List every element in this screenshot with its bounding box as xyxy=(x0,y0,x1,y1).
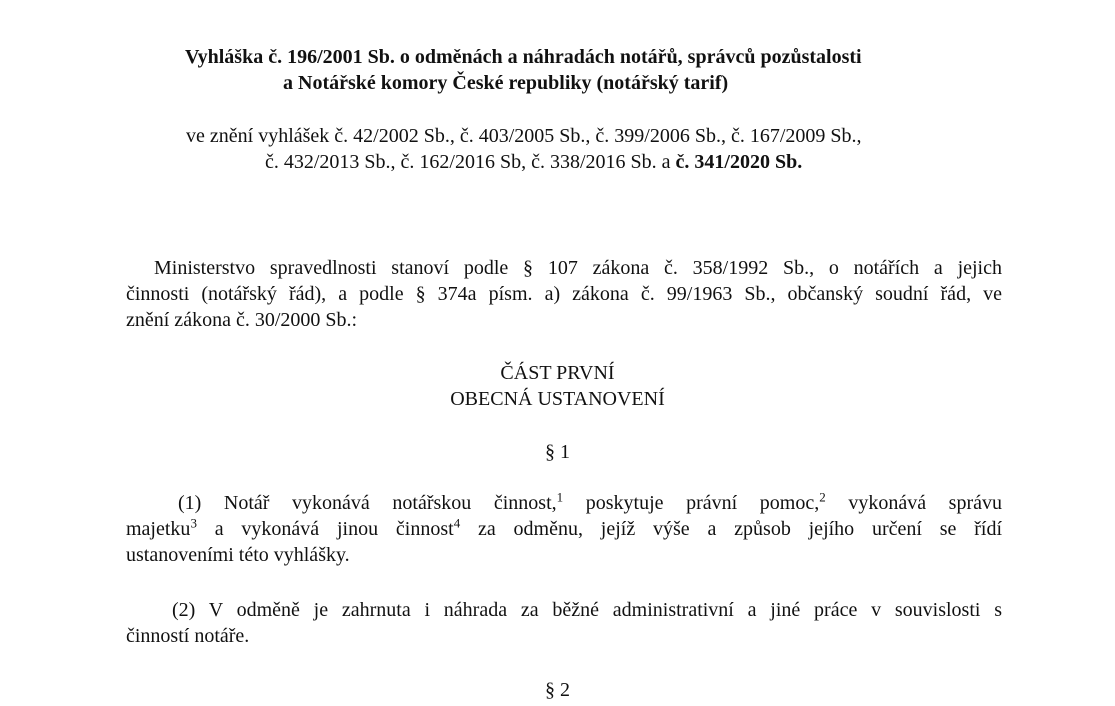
paragraph-2-line-1: (2) V odměně je zahrnuta i náhrada za běžné administrativní a jiné práce v souvislosti s xyxy=(172,599,1002,621)
footnote-ref-2[interactable]: 2 xyxy=(819,489,826,505)
part-name: OBECNÁ USTANOVENÍ xyxy=(450,388,665,410)
paragraph-2-line-2: činností notáře. xyxy=(126,625,250,647)
footnote-ref-3[interactable]: 3 xyxy=(190,515,197,531)
preamble-line-2: činnosti (notářský řád), a podle § 374a písm. a) zákona č. 99/1963 Sb., občanský soudní řád, ve xyxy=(126,283,1002,305)
document-title-line-1: Vyhláška č. 196/2001 Sb. o odměnách a náhradách notářů, správců pozůstalosti xyxy=(185,46,862,68)
paragraph-1-line-2 xyxy=(126,516,1002,542)
amendments-line-1: ve znění vyhlášek č. 42/2002 Sb., č. 403/2005 Sb., č. 399/2006 Sb., č. 167/2009 Sb., xyxy=(186,125,862,147)
section-2-heading: § 2 xyxy=(545,679,570,701)
preamble-line-1: Ministerstvo spravedlnosti stanoví podle § 107 zákona č. 358/1992 Sb., o notářích a jejich xyxy=(154,257,1002,279)
preamble-line-3: znění zákona č. 30/2000 Sb.: xyxy=(126,309,358,331)
latest-amendment: č. 341/2020 Sb. xyxy=(675,151,803,173)
amendments-list: č. 432/2013 Sb., č. 162/2016 Sb, č. 338/2016 Sb. a xyxy=(265,151,676,173)
section-1-paragraph-2 xyxy=(126,597,1002,649)
document-title-line-2: a Notářské komory České republiky (notářský tarif) xyxy=(283,72,729,94)
amendments-line-2 xyxy=(265,150,802,174)
paragraph-1-line-1 xyxy=(126,490,1002,516)
preamble-paragraph xyxy=(126,255,1002,333)
footnote-ref-1[interactable]: 1 xyxy=(556,489,564,505)
text-run: vykonává správu xyxy=(825,492,1002,514)
text-run: a vykonává jinou činnost xyxy=(196,518,454,540)
part-label: ČÁST PRVNÍ xyxy=(500,362,615,384)
text-run: za odměnu, jejíž výše a způsob jejího určení se řídí xyxy=(460,518,1002,540)
footnote-ref-4[interactable]: 4 xyxy=(453,515,461,531)
text-run: majetku xyxy=(126,518,191,540)
text-run: poskytuje právní pomoc, xyxy=(563,492,820,514)
section-1-heading: § 1 xyxy=(545,441,570,463)
text-run: (1) Notář vykonává notářskou činnost, xyxy=(178,492,557,514)
section-1-paragraph-1 xyxy=(126,490,1002,568)
paragraph-1-line-3: ustanoveními této vyhlášky. xyxy=(126,544,350,566)
